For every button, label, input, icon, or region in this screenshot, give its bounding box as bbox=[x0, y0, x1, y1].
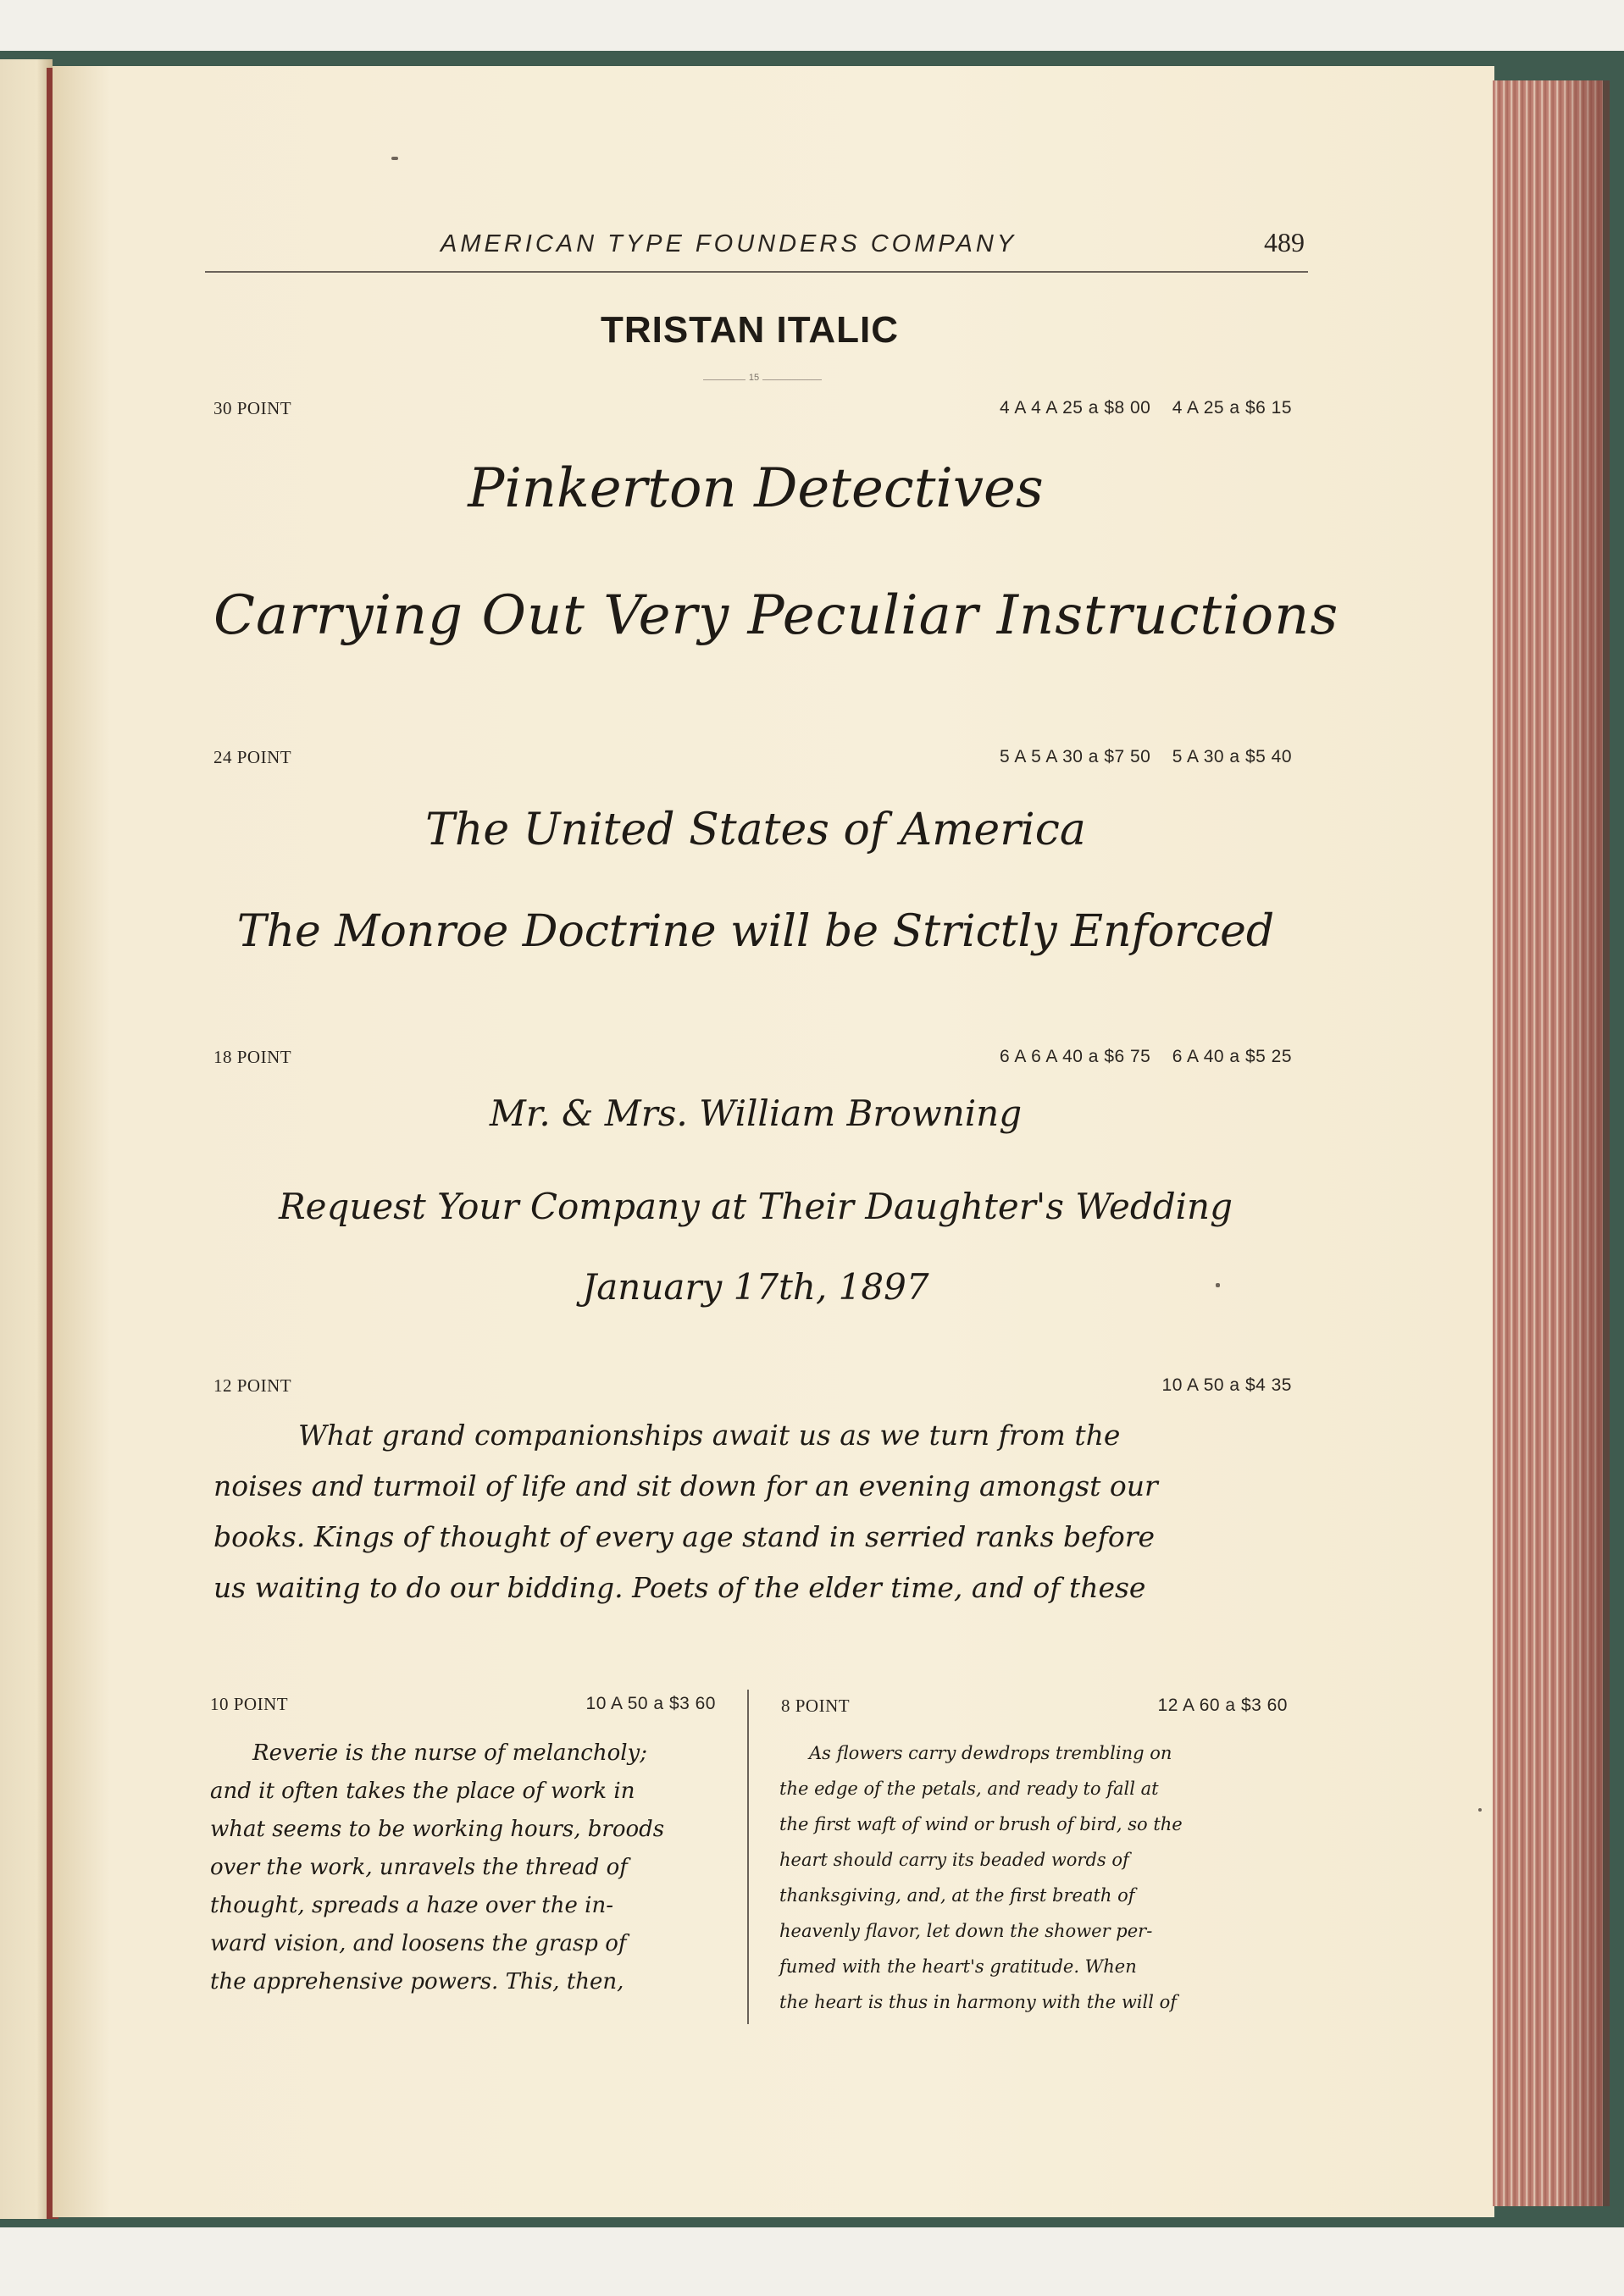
size-label-8: 8 POINT bbox=[781, 1696, 851, 1716]
specimen-10-line-7: the apprehensive powers. This, then, bbox=[210, 1969, 624, 1994]
price-12: 10 A 50 a $4 35 bbox=[1161, 1375, 1292, 1395]
page-title: TRISTAN ITALIC bbox=[600, 309, 900, 351]
specimen-10-line-6: ward vision, and loosens the grasp of bbox=[210, 1931, 627, 1956]
size-label-10: 10 POINT bbox=[210, 1694, 289, 1714]
specimen-10-line-2: and it often takes the place of work in bbox=[210, 1779, 635, 1804]
specimen-30-line-1: Pinkerton Detectives bbox=[468, 457, 1044, 520]
specimen-18-line-3: January 17th, 1897 bbox=[582, 1266, 929, 1308]
size-label-18: 18 POINT bbox=[213, 1047, 292, 1067]
specimen-10-line-3: what seems to be working hours, broods bbox=[210, 1817, 665, 1842]
title-ornament-rule bbox=[703, 379, 822, 380]
price-30: 4 A 4 A 25 a $8 00 4 A 25 a $6 15 bbox=[1000, 398, 1292, 418]
specimen-12-line-3: books. Kings of thought of every age stand in serried ranks before bbox=[213, 1520, 1156, 1553]
specimen-8-line-4: heart should carry its beaded words of bbox=[779, 1850, 1129, 1870]
size-label-30: 30 POINT bbox=[213, 398, 292, 418]
specimen-8-line-1: As flowers carry dewdrops trembling on bbox=[809, 1743, 1172, 1763]
specimen-12-line-2: noises and turmoil of life and sit down for an evening amongst our bbox=[213, 1469, 1158, 1502]
specimen-12-line-1: What grand companionships await us as we turn from the bbox=[298, 1419, 1121, 1452]
running-header: AMERICAN TYPE FOUNDERS COMPANY bbox=[441, 230, 1017, 257]
specimen-18-line-1: Mr. & Mrs. William Browning bbox=[489, 1093, 1023, 1134]
paper-speck bbox=[1216, 1283, 1220, 1287]
specimen-30-line-2: Carrying Out Very Peculiar Instructions bbox=[213, 584, 1339, 647]
paper-speck bbox=[391, 157, 398, 160]
specimen-24-line-2: The Monroe Doctrine will be Strictly Enforced bbox=[236, 906, 1275, 957]
facing-page-edge bbox=[0, 59, 53, 2219]
column-divider bbox=[747, 1690, 749, 2024]
specimen-12-line-4: us waiting to do our bidding. Poets of the elder time, and of these bbox=[213, 1571, 1146, 1604]
price-24: 5 A 5 A 30 a $7 50 5 A 30 a $5 40 bbox=[1000, 747, 1292, 766]
specimen-10-line-4: over the work, unravels the thread of bbox=[210, 1855, 628, 1880]
price-18: 6 A 6 A 40 a $6 75 6 A 40 a $5 25 bbox=[1000, 1047, 1292, 1066]
paper-speck bbox=[1478, 1808, 1482, 1812]
price-10: 10 A 50 a $3 60 bbox=[585, 1694, 716, 1713]
specimen-24-line-1: The United States of America bbox=[425, 805, 1086, 855]
size-label-24: 24 POINT bbox=[213, 747, 292, 767]
specimen-8-line-7: fumed with the heart's gratitude. When bbox=[779, 1956, 1137, 1977]
title-ornament-mark: 15 bbox=[745, 373, 762, 383]
specimen-8-line-3: the first waft of wind or brush of bird, so the bbox=[779, 1814, 1183, 1834]
specimen-10-line-1: Reverie is the nurse of melancholy; bbox=[252, 1740, 647, 1766]
page-stack-shadow bbox=[1559, 80, 1610, 2206]
specimen-8-line-8: the heart is thus in harmony with the will of bbox=[779, 1992, 1178, 2012]
specimen-18-line-2: Request Your Company at Their Daughter's Wedding bbox=[279, 1186, 1233, 1227]
specimen-10-line-5: thought, spreads a haze over the in- bbox=[210, 1893, 613, 1918]
header-rule bbox=[205, 271, 1308, 273]
page-number: 489 bbox=[1264, 227, 1305, 257]
specimen-8-line-6: heavenly flavor, let down the shower per- bbox=[779, 1921, 1153, 1941]
size-label-12: 12 POINT bbox=[213, 1375, 292, 1396]
specimen-8-line-2: the edge of the petals, and ready to fall at bbox=[779, 1779, 1159, 1799]
specimen-8-line-5: thanksgiving, and, at the first breath of bbox=[779, 1885, 1135, 1906]
price-8: 12 A 60 a $3 60 bbox=[1157, 1696, 1288, 1715]
